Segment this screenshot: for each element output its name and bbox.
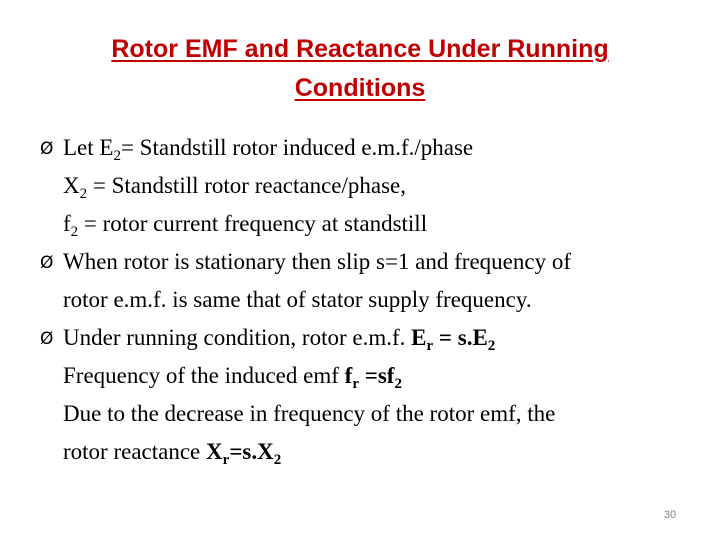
line-rotor-reactance	[40, 433, 710, 471]
text: Let E	[63, 135, 114, 160]
text: X	[63, 173, 80, 198]
slide-body	[40, 129, 710, 471]
arrow-bullet-icon: Ø	[40, 139, 54, 159]
subscript: 2	[394, 376, 402, 392]
arrow-bullet-icon: Ø	[40, 253, 54, 273]
line-rotor-frequency	[40, 357, 710, 395]
arrow-bullet-icon: Ø	[40, 329, 54, 349]
text: When rotor is stationary then slip s=1 and frequency of	[63, 249, 571, 274]
formula-part: f	[344, 363, 353, 388]
title-line-1: Rotor EMF and Reactance Under Running	[111, 35, 609, 63]
bullet-standstill-emf	[40, 129, 710, 167]
formula-er	[411, 325, 496, 354]
title-line-2: Conditions	[294, 74, 426, 102]
subscript: r	[426, 338, 434, 354]
text: = Standstill rotor reactance/phase,	[87, 173, 407, 198]
text: f	[63, 211, 71, 236]
text: Under running condition, rotor e.m.f.	[63, 325, 412, 350]
slide-title	[20, 30, 700, 108]
subscript: 2	[273, 452, 282, 468]
subscript: 2	[79, 186, 88, 202]
text: Frequency of the induced emf	[63, 363, 345, 388]
text: Due to the decrease in frequency of the rotor emf, the	[63, 401, 556, 426]
subscript: r	[352, 376, 359, 392]
formula-part: =sf	[359, 363, 395, 388]
page-number: 30	[663, 509, 677, 521]
line-standstill-reactance	[40, 167, 710, 205]
formula-part: =s.X	[229, 439, 274, 464]
formula-part: = s.E	[433, 325, 488, 350]
formula-fr	[344, 363, 402, 392]
bullet-running-condition	[40, 319, 710, 357]
subscript: 2	[113, 148, 121, 164]
text: rotor reactance	[63, 439, 207, 464]
bullet-stationary-rotor	[40, 243, 710, 281]
formula-part: E	[411, 325, 427, 350]
line-standstill-frequency	[40, 205, 710, 243]
formula-part: X	[206, 439, 223, 464]
subscript: 2	[487, 338, 496, 354]
text: rotor e.m.f. is same that of stator supply frequency.	[63, 287, 532, 312]
formula-xr	[206, 439, 282, 468]
text: = Standstill rotor induced e.m.f./phase	[120, 135, 474, 160]
line-stationary-rotor-cont	[40, 281, 710, 319]
subscript: r	[222, 452, 230, 468]
line-frequency-decrease	[40, 395, 710, 433]
subscript: 2	[70, 224, 79, 240]
text: = rotor current frequency at standstill	[78, 211, 428, 236]
